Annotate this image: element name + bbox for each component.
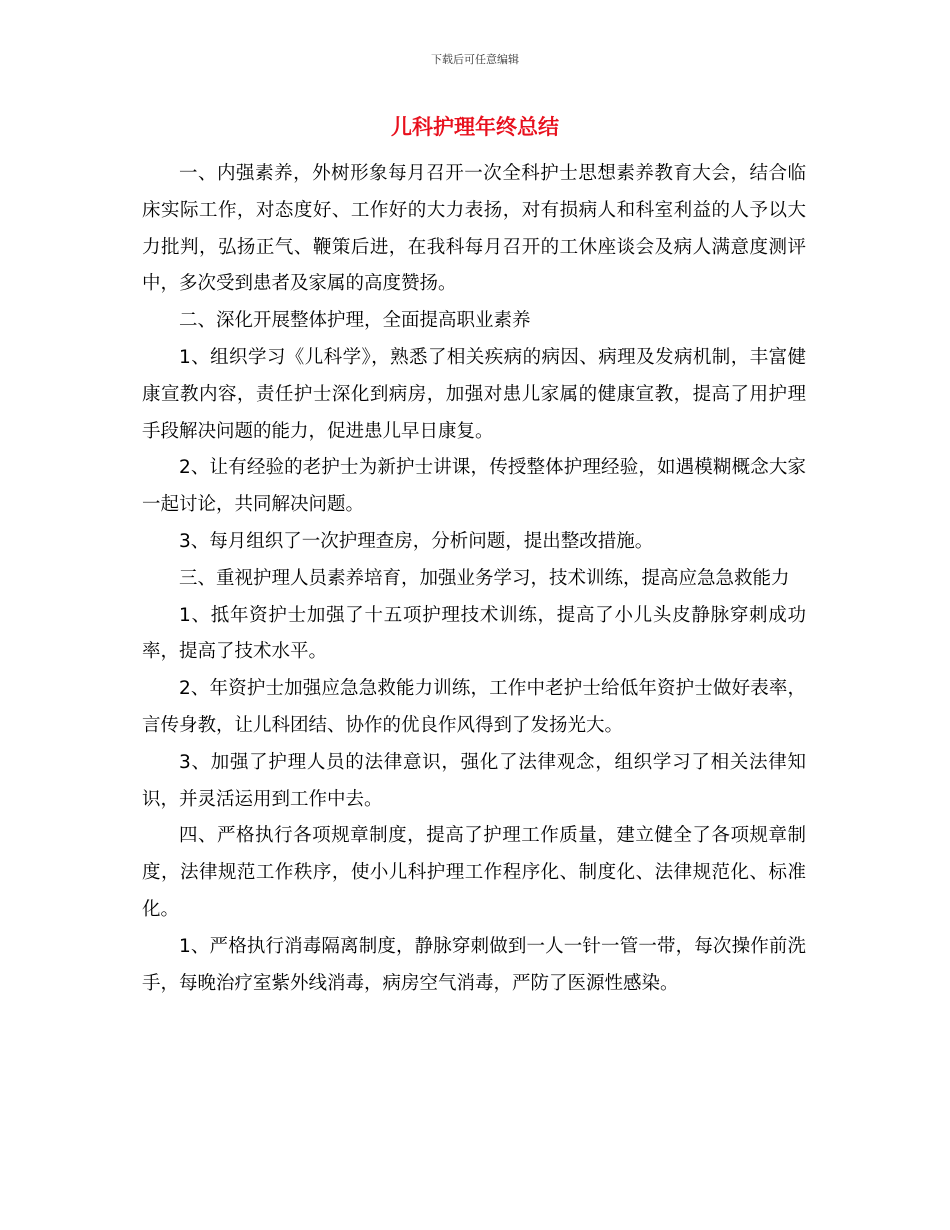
header-note: 下载后可任意编辑: [431, 53, 519, 66]
paragraph: 2、让有经验的老护士为新护士讲课，传授整体护理经验，如遇模糊概念大家一起讨论，共同解决问题。: [142, 457, 806, 516]
paragraph: 3、每月组织了一次护理查房，分析问题，提出整改措施。: [179, 530, 654, 552]
document-title: 儿科护理年终总结: [391, 115, 559, 139]
document-body: [142, 156, 806, 1002]
paragraph: 1、组织学习《儿科学》，熟悉了相关疾病的病因、病理及发病机制，丰富健康宣教内容，责任护士深化到病房，加强对患儿家属的健康宣教，提高了用护理手段解决问题的能力，促进患儿早日康复。: [142, 346, 806, 442]
paragraph: 2、年资护士加强应急急救能力训练，工作中老护士给低年资护士做好表率，言传身教，让儿科团结、协作的优良作风得到了发扬光大。: [142, 678, 806, 736]
paragraph: 3、加强了护理人员的法律意识，强化了法律观念，组织学习了相关法律知识，并灵活运用到工作中去。: [142, 751, 806, 810]
paragraph: 1、严格执行消毒隔离制度，静脉穿刺做到一人一针一管一带，每次操作前洗手，每晚治疗室紫外线消毒，病房空气消毒，严防了医源性感染。: [142, 935, 806, 994]
paragraph: 一、内强素养，外树形象每月召开一次全科护士思想素养教育大会，结合临床实际工作，对态度好、工作好的大力表扬，对有损病人和科室利益的人予以大力批判，弘扬正气、鞭策后进，在我科每月召开的工休座谈会及病人满意度测评中，多次受到患者及家属的高度赞扬。: [142, 163, 806, 295]
paragraph: 1、抵年资护士加强了十五项护理技术训练，提高了小儿头皮静脉穿刺成功率，提高了技术水平。: [142, 604, 806, 663]
paragraph: 三、重视护理人员素养培育，加强业务学习，技术训练，提高应急急救能力: [179, 567, 790, 589]
paragraph: 二、深化开展整体护理，全面提高职业素养: [179, 310, 531, 332]
paragraph: 四、严格执行各项规章制度，提高了护理工作质量，建立健全了各项规章制度，法律规范工作秩序，使小儿科护理工作程序化、制度化、法律规范化、标准化。: [142, 825, 806, 920]
